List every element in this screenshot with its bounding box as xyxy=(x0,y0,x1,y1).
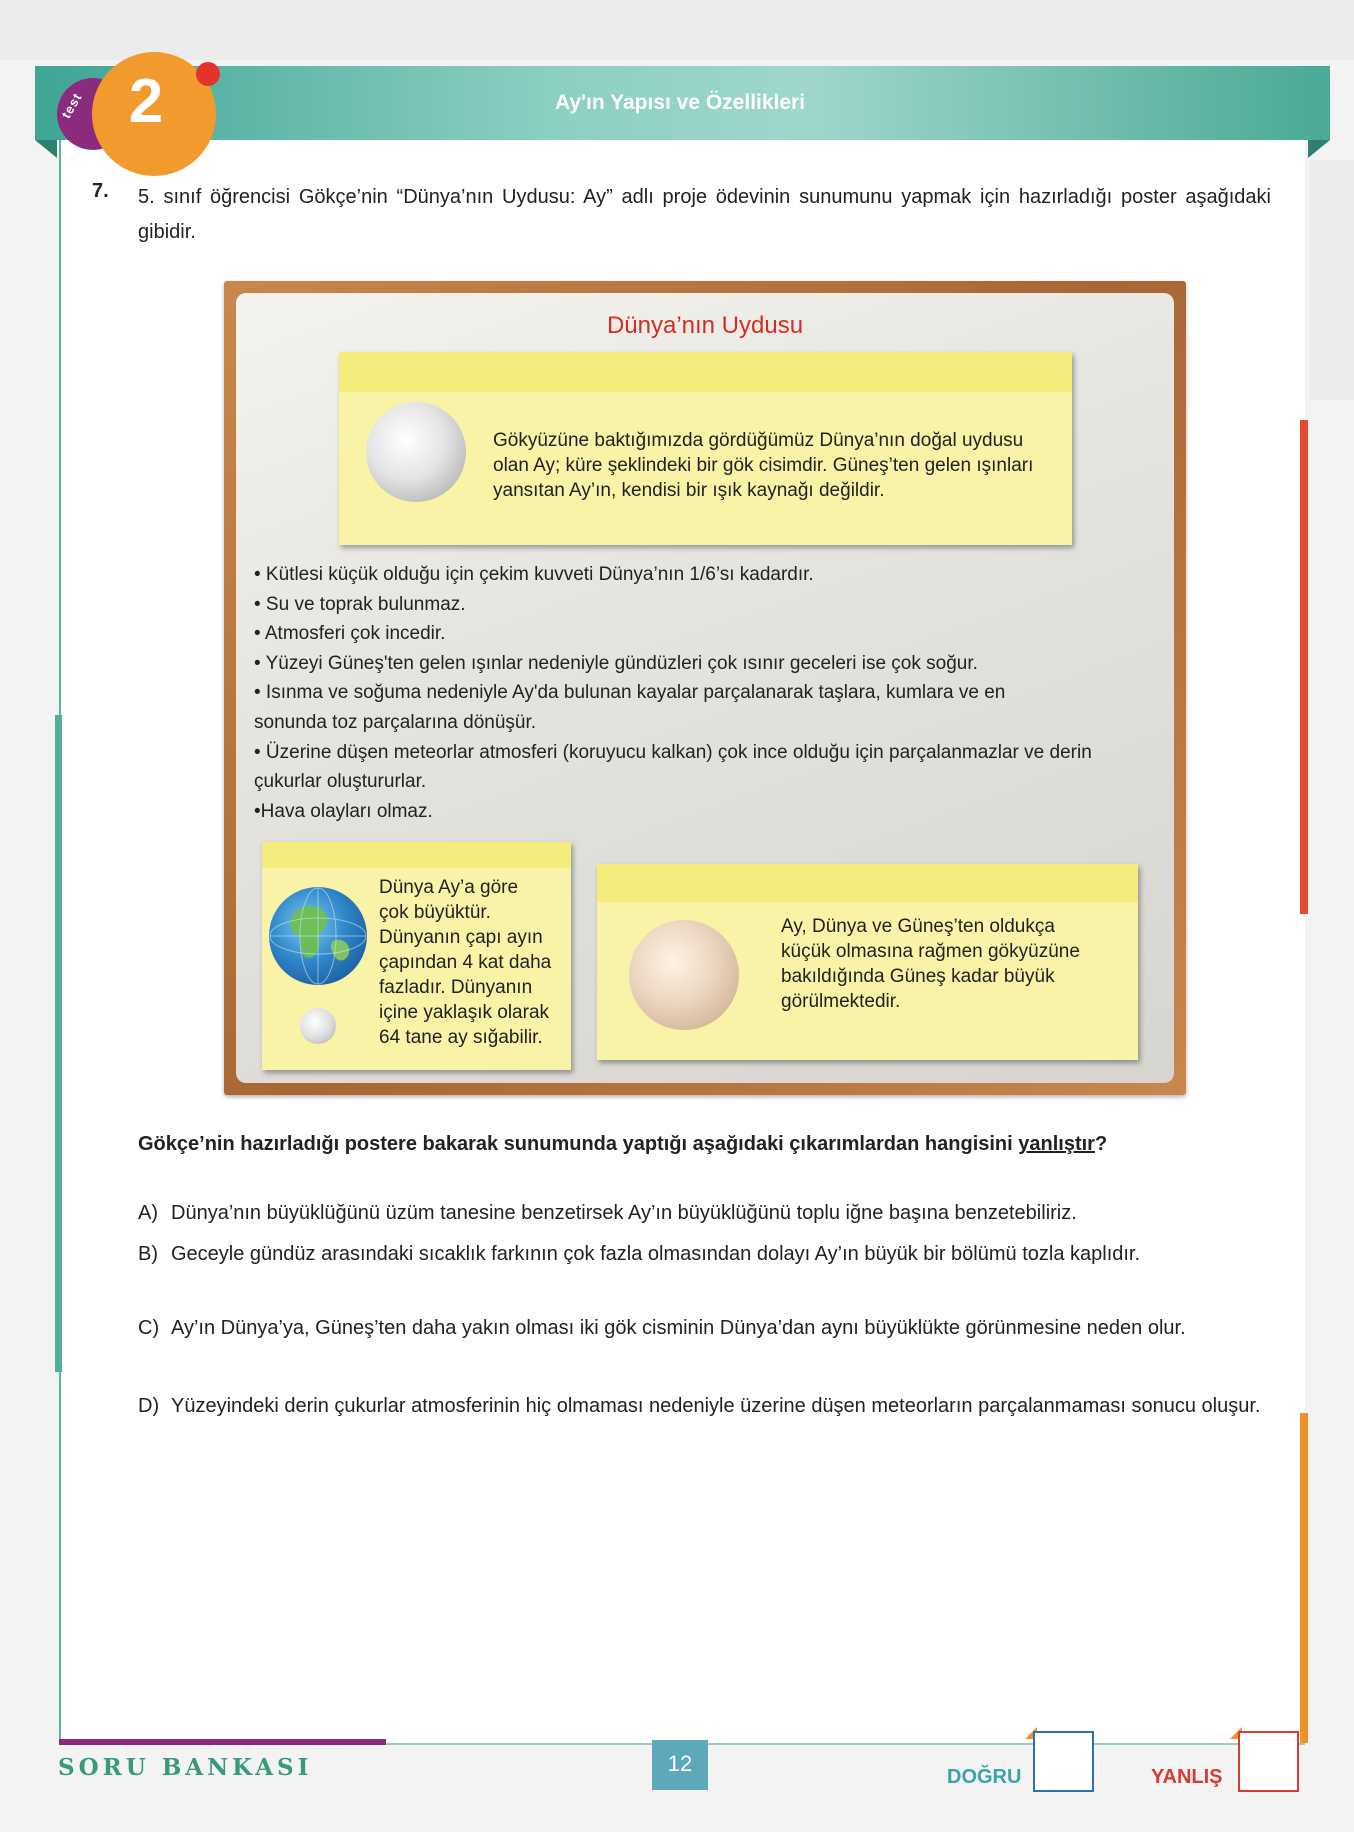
full-moon-image xyxy=(629,920,739,1030)
prompt-text: Gökçe’nin hazırladığı postere bakarak sunumunda yaptığı aşağıdaki çıkarımlardan hangisini xyxy=(138,1133,1019,1155)
left-note-line: çok büyüktür. xyxy=(379,902,491,923)
bullet-line: • Kütlesi küçük olduğu için çekim kuvveti Dünya’nın 1/6’sı kadardır. xyxy=(254,564,814,585)
bullet-line: •Hava olayları olmaz. xyxy=(254,800,433,822)
prompt-emphasis: yanlıştır xyxy=(1018,1133,1095,1155)
wrong-label: YANLIŞ xyxy=(1151,1766,1223,1788)
correct-checkbox[interactable] xyxy=(1033,1731,1094,1792)
left-note-line: fazladır. Dünyanın xyxy=(379,977,533,998)
bullet-line: sonunda toz parçalarına dönüşür. xyxy=(254,711,537,733)
footer-line xyxy=(59,1739,386,1745)
poster-bullets xyxy=(254,560,1154,826)
test-label: test xyxy=(58,90,85,121)
left-note-line: 64 tane ay sığabilir. xyxy=(379,1027,543,1048)
moon-image xyxy=(366,402,466,502)
side-accent-red xyxy=(1300,420,1308,914)
side-accent-green xyxy=(55,715,62,1372)
bullet-line: çukurlar oluştururlar. xyxy=(254,771,427,793)
right-note-line: küçük olmasına rağmen gökyüzüne xyxy=(781,941,1080,962)
bullet-line: • Isınma ve soğuma nedeniyle Ay'da bulunan kayalar parçalanarak taşlara, kumlara ve en xyxy=(254,682,1006,704)
left-note-text xyxy=(379,875,569,1050)
poster-title: Dünya’nın Uydusu xyxy=(606,312,804,339)
option-letter: D) xyxy=(138,1395,160,1417)
question-number: 7. xyxy=(92,180,109,202)
side-accent-orange xyxy=(1300,1413,1308,1743)
option-text: Dünya’nın büyüklüğünü üzüm tanesine benzetirsek Ay’ın büyüklüğünü toplu iğne başına benzetebiliriz. xyxy=(171,1202,1077,1224)
option-text: Geceyle gündüz arasındaki sıcaklık farkının çok fazla olmasından dolayı Ay’ın büyük bir bölümü tozla kaplıdır. xyxy=(171,1243,1141,1265)
header-fold-left xyxy=(35,140,57,158)
footer-brand: SORU BANKASI xyxy=(58,1754,313,1781)
page-number: 12 xyxy=(652,1740,708,1790)
option-letter: A) xyxy=(138,1202,158,1224)
earth-image xyxy=(269,887,367,985)
wrong-checkbox[interactable] xyxy=(1238,1731,1299,1792)
right-note-line: görülmektedir. xyxy=(781,991,901,1012)
question-text: 5. sınıf öğrencisi Gökçe’nin “Dünya’nın Uydusu: Ay” adlı proje ödevinin sunumunu yapmak için hazırladığı poster aşağıdaki gibidir. xyxy=(138,186,1271,243)
background-block xyxy=(1310,160,1354,400)
bullet-line: • Üzerine düşen meteorlar atmosferi (koruyucu kalkan) çok ince olduğu için parçalanmazlar ve derin xyxy=(254,741,1092,763)
background-top xyxy=(0,0,1354,60)
option-text: Yüzeyindeki derin çukurlar atmosferinin hiç olmaması nedeniyle üzerine düşen meteorların parçalanmaması sonucu oluşur. xyxy=(171,1395,1261,1417)
test-number: 2 xyxy=(128,67,164,136)
bullet-line: • Yüzeyi Güneş'ten gelen ışınlar nedeniyle gündüzleri çok ısınır geceleri ise çok soğur. xyxy=(254,652,978,674)
header-fold-right xyxy=(1308,140,1330,158)
top-note-text: Gökyüzüne baktığımızda gördüğümüz Dünya’nın doğal uydusu olan Ay; küre şeklindeki bir gök cisimdir. Güneş’ten gelen ışınları yansıtan Ay’ın, kendisi bir ışık kaynağı değildir. xyxy=(493,430,1034,501)
header-title: Ay'ın Yapısı ve Özellikleri xyxy=(554,91,806,114)
question-prompt xyxy=(138,1133,1278,1156)
right-note-line: Ay, Dünya ve Güneş’ten oldukça xyxy=(781,916,1055,937)
bullet-line: • Su ve toprak bulunmaz. xyxy=(254,593,466,615)
correct-label: DOĞRU xyxy=(947,1766,1022,1788)
option-letter: C) xyxy=(138,1317,160,1339)
test-badge-dot xyxy=(196,62,220,86)
option-text: Ay’ın Dünya’ya, Güneş’ten daha yakın olması iki gök cisminin Dünya’dan aynı büyüklükte görünmesine neden olur. xyxy=(171,1317,1186,1339)
prompt-end: ? xyxy=(1094,1133,1108,1155)
bullet-line: • Atmosferi çok incedir. xyxy=(254,623,446,645)
small-moon-image xyxy=(300,1008,336,1044)
left-note-line: içine yaklaşık olarak xyxy=(379,1002,550,1023)
left-note-line: Dünya Ay’a göre xyxy=(379,877,519,898)
left-note-line: çapından 4 kat daha xyxy=(379,952,552,973)
option-letter: B) xyxy=(138,1243,158,1265)
left-note-line: Dünyanın çapı ayın xyxy=(379,927,543,948)
right-note-text xyxy=(781,914,1131,1014)
right-note-line: bakıldığında Güneş kadar büyük xyxy=(781,966,1055,987)
